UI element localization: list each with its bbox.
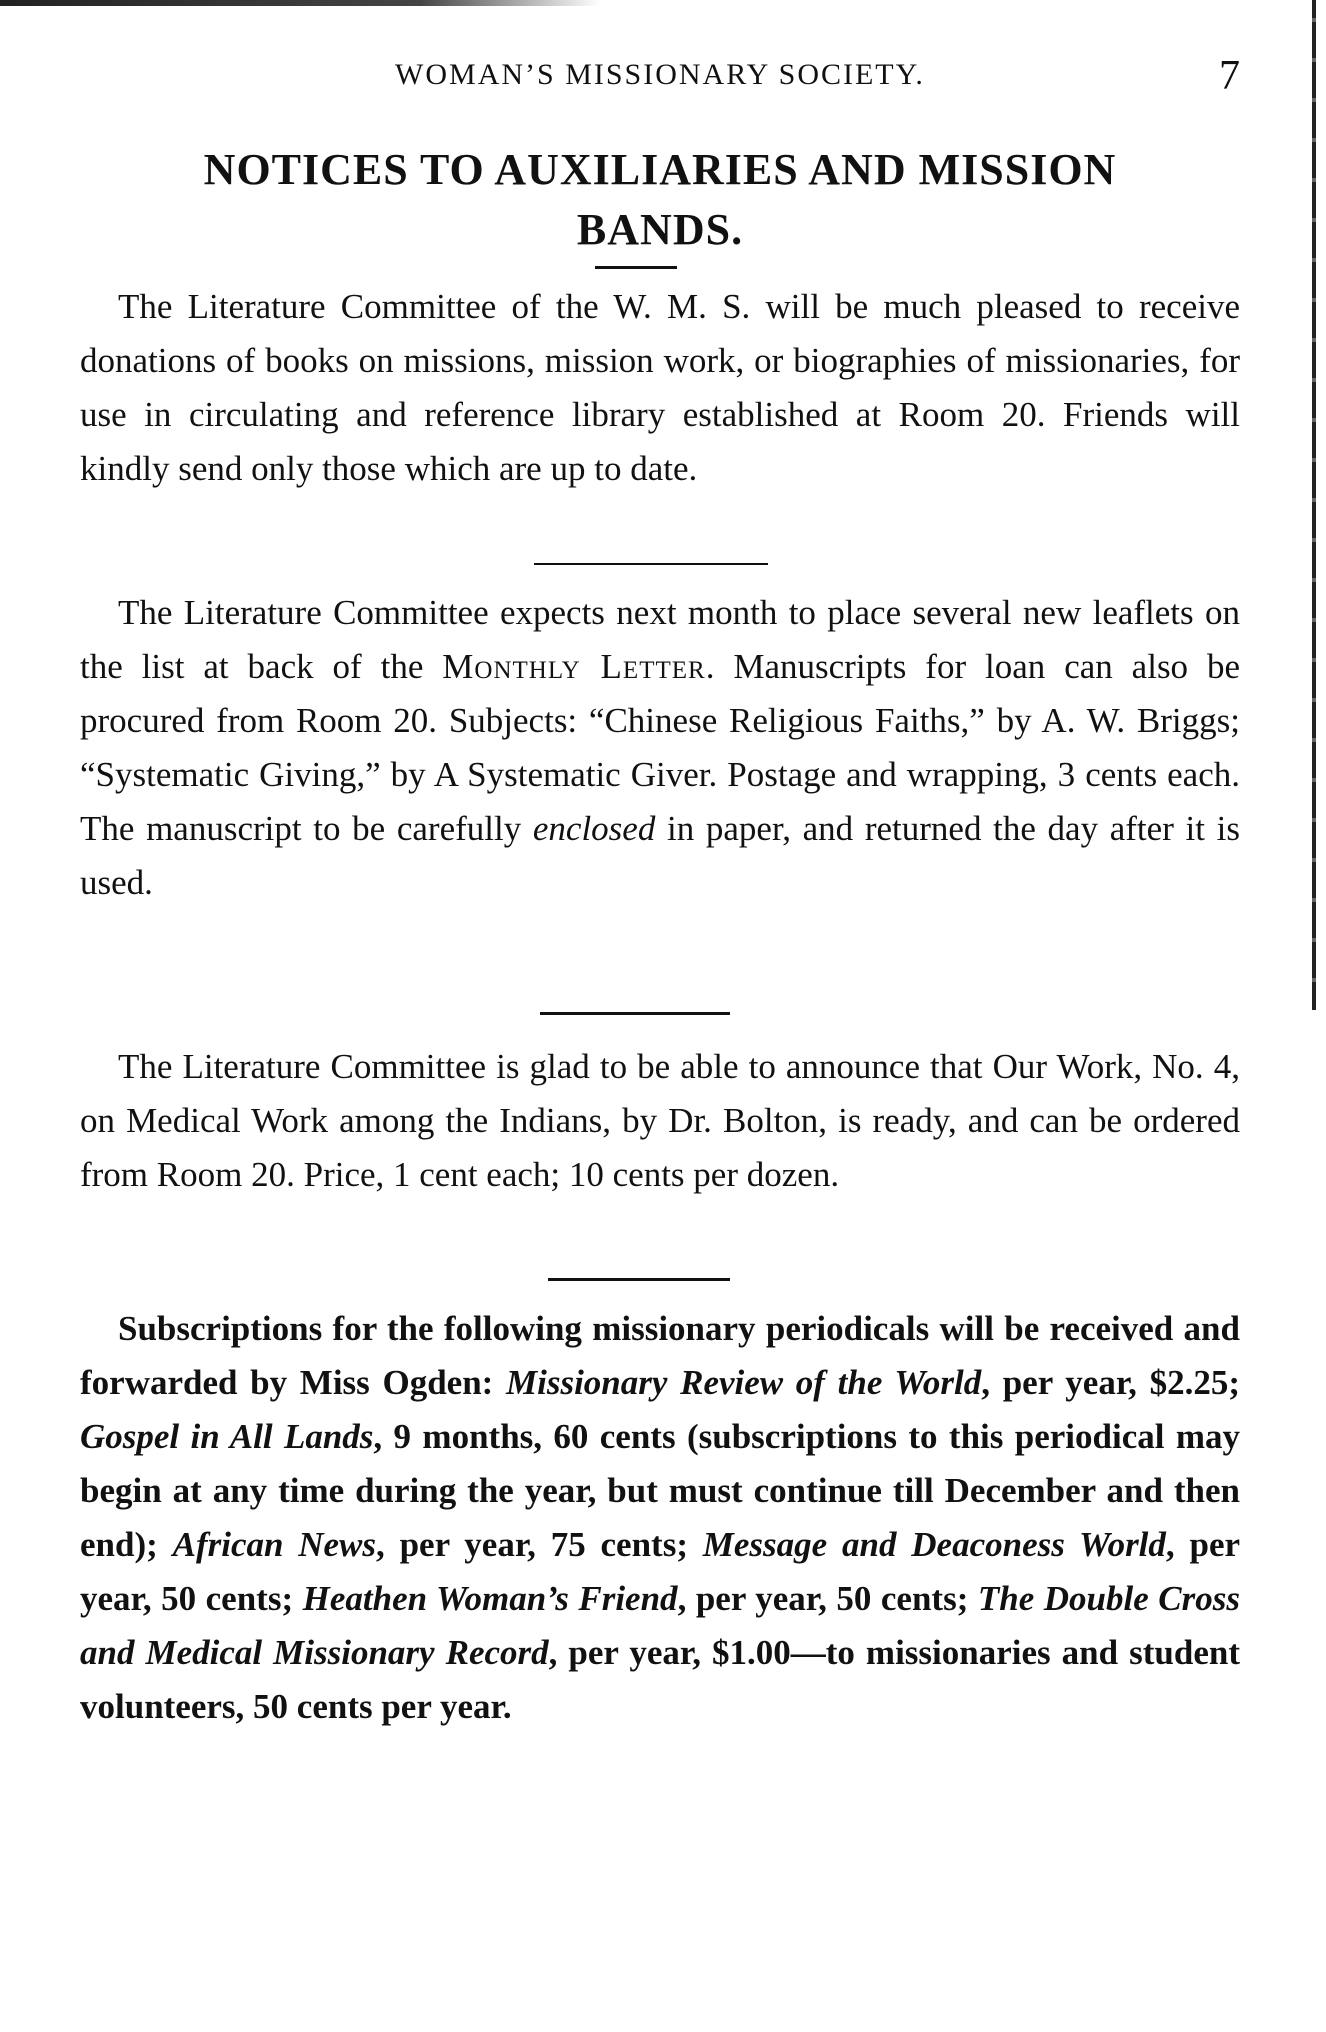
monthly-letter: Monthly Letter [442,647,706,686]
enclosed-emphasis: enclosed [532,809,656,848]
notice-leaflets-manuscripts-text [80,586,1240,910]
periodical-price: , per year, $2.25; [981,1363,1240,1402]
periodical-price: , per year, 50 cents; [677,1579,978,1618]
scan-edge-right [1312,0,1316,1010]
notice2-part3: in paper, and returned the day after it is used. [80,809,1240,902]
periodical-price: , 9 months, 60 cents (subscriptions to this periodical may begin at any time during the year, but must continue till December and then end); [80,1417,1240,1564]
notice-our-work-no4 [80,1040,1240,1202]
notice-leaflets-manuscripts [80,586,1240,910]
scan-edge-top [0,0,600,6]
periodical-title: Heathen Woman’s Friend [302,1579,678,1618]
separator-rule-3 [540,1012,730,1015]
notice-library-donations [80,280,1240,496]
periodical-title: Missionary Review of the World [506,1363,982,1402]
running-head [80,53,1240,108]
periodical-price: , per year, $1.00—to missionaries and student volunteers, 50 cents per year. [80,1633,1240,1726]
periodical-title: African News [172,1525,377,1564]
separator-rule-1 [595,266,677,269]
subscriptions-intro: Subscriptions for the following missionary periodicals will be received and forwarded by Miss Ogden: [80,1309,1240,1402]
periodical-title: The Double Cross and Medical Missionary Record [80,1579,1240,1672]
periodical-price: , per year, 50 cents; [80,1525,1241,1618]
periodical-title: Gospel in All Lands [80,1417,374,1456]
section-title-line1: NOTICES TO AUXILIARIES AND MISSION [203,145,1117,194]
notice-periodical-subscriptions-text [80,1302,1240,1734]
periodical-price: , per year, 75 cents; [376,1525,703,1564]
page-number: 7 [1219,53,1240,99]
notice2-part1: The Literature Committee expects next month to place several new leaflets on the list at back of the [80,593,1240,686]
section-title [80,140,1240,260]
notice2-part2: . Manuscripts for loan can also be procured from Room 20. Subjects: “Chinese Religious Faiths,” by A. W. Briggs; “Systematic Giving,” by A Systematic Giver. Postage and wrapping, 3 cents each. The manuscript to be carefully [80,647,1241,848]
running-title: WOMAN’S MISSIONARY SOCIETY. [395,58,925,91]
periodical-title: Message and Deaconess World [702,1525,1166,1564]
section-title-line2: BANDS. [576,205,744,254]
notice-our-work-no4-text: The Literature Committee is glad to be able to announce that Our Work, No. 4, on Medical Work among the Indians, by Dr. Bolton, is ready, and can be ordered from Room 20. Price, 1 cent each; 10 cents per dozen. [80,1047,1240,1194]
separator-rule-4 [548,1278,730,1281]
notice-library-donations-text: The Literature Committee of the W. M. S. will be much pleased to receive donations of books on missions, mission work, or biographies of missionaries, for use in circulating and reference library established at Room 20. Friends will kindly send only those which are up to date. [80,287,1240,488]
separator-rule-2 [534,563,768,565]
notice-periodical-subscriptions [80,1302,1240,1734]
